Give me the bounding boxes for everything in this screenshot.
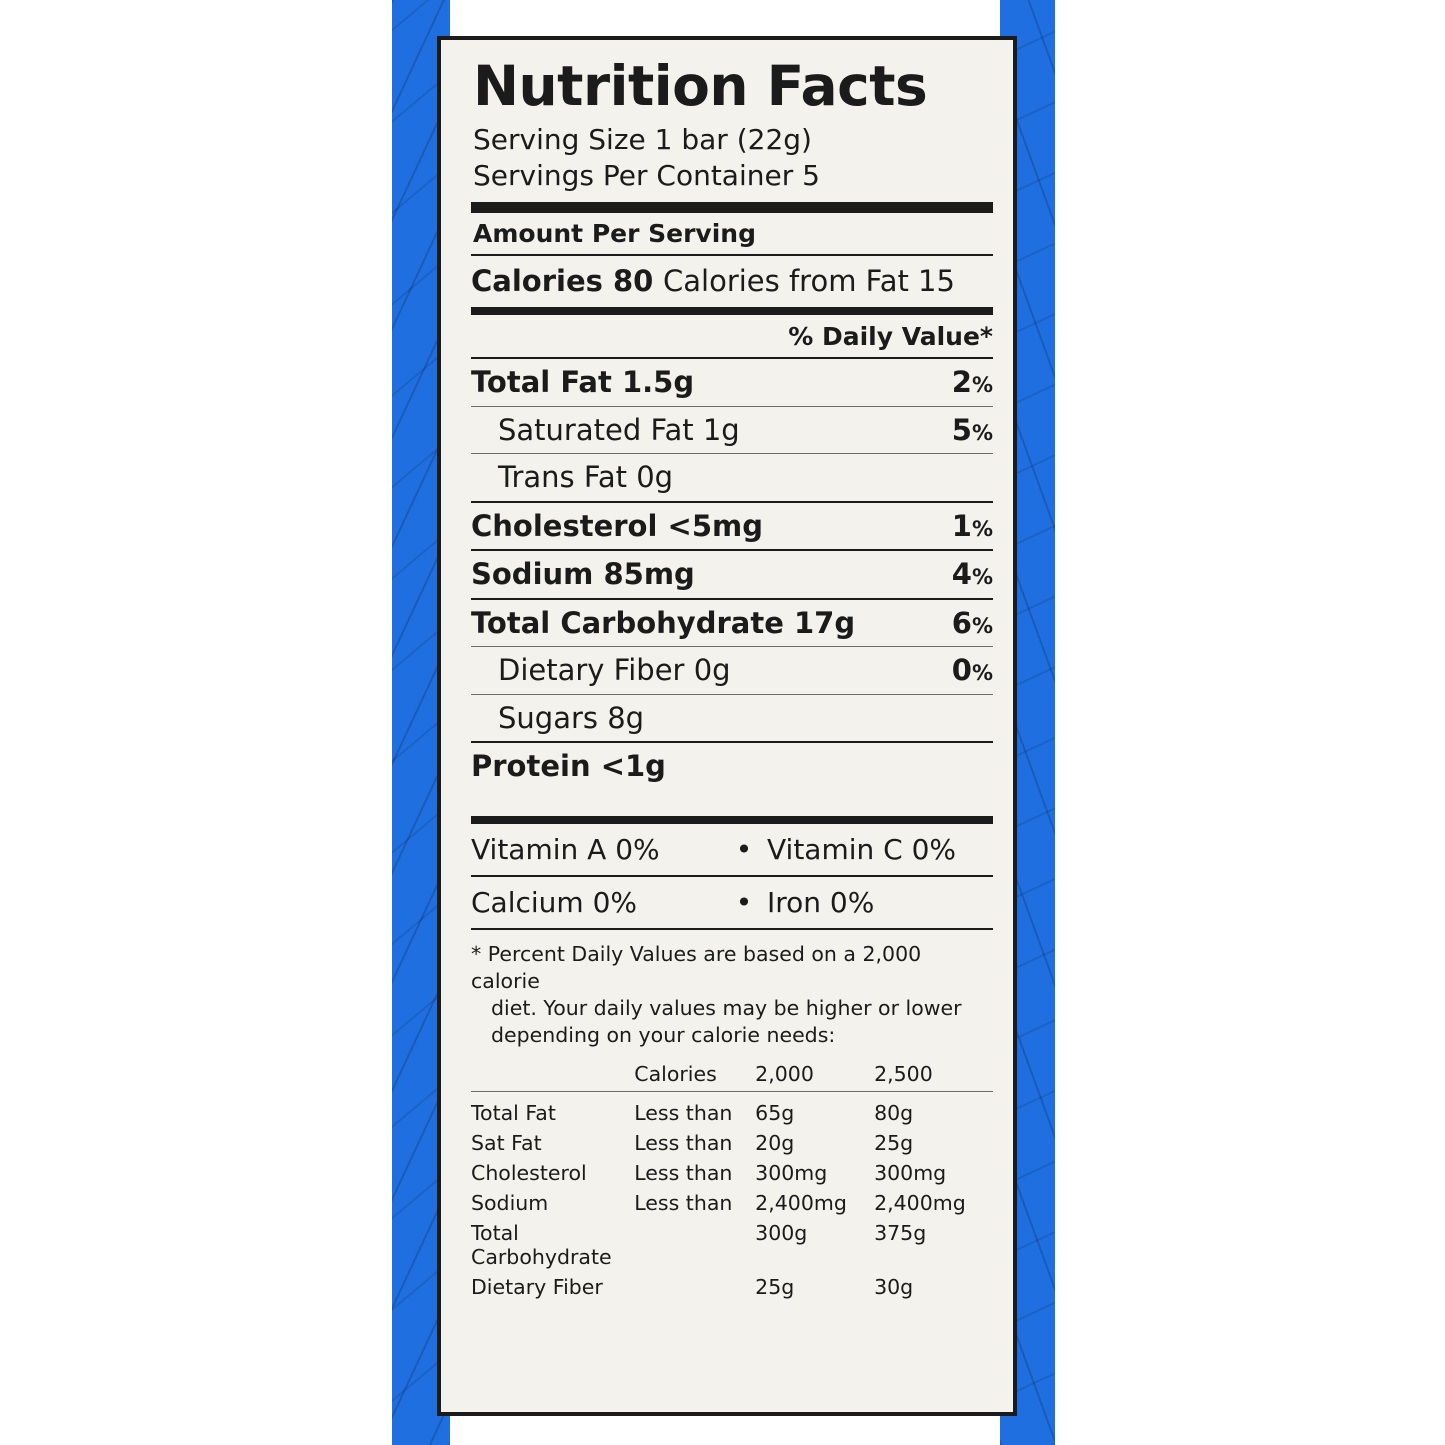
- percent-sign: %: [971, 565, 993, 590]
- nutrient-dv: 4: [951, 557, 972, 592]
- row-value-2000: 25g: [755, 1274, 795, 1299]
- nutrition-facts-title: Nutrition Facts: [473, 54, 928, 118]
- row-label: Sodium: [471, 1190, 549, 1215]
- nutrient-name: Sodium 85mg: [471, 557, 695, 592]
- daily-value-footnote: [471, 930, 993, 1049]
- nutrient-row-sodium: [471, 551, 993, 597]
- row-value-2500: 80g: [874, 1100, 914, 1125]
- nutrient-dv: 1: [951, 508, 972, 543]
- nutrient-name: Protein <1g: [471, 749, 666, 784]
- table-row: [471, 1128, 993, 1158]
- row-label: Cholesterol: [471, 1160, 587, 1185]
- row-less-than: Less than: [634, 1130, 733, 1155]
- nutrient-row-saturated-fat: [471, 407, 993, 453]
- percent-sign: %: [971, 661, 993, 686]
- table-header-2500: 2,500: [874, 1061, 933, 1086]
- divider-below-calories: [471, 307, 993, 315]
- row-value-2500: 30g: [874, 1274, 914, 1299]
- nutrient-dv: 5: [951, 412, 972, 447]
- table-header-row: [471, 1059, 993, 1092]
- footnote-line-2: diet. Your daily values may be higher or lower: [491, 995, 962, 1020]
- table-row: [471, 1158, 993, 1188]
- nutrient-name: Trans Fat 0g: [498, 460, 674, 495]
- nutrient-row-dietary-fiber: [471, 647, 993, 693]
- row-value-2000: 20g: [755, 1130, 795, 1155]
- table-row: [471, 1218, 993, 1272]
- nutrient-dv: 2: [951, 365, 972, 400]
- vitamin-row-a-c: [471, 824, 993, 875]
- row-label: Total Carbohydrate: [471, 1220, 612, 1269]
- row-value-2000: 65g: [755, 1100, 795, 1125]
- row-less-than: Less than: [634, 1190, 733, 1215]
- row-label: Total Fat: [471, 1100, 556, 1125]
- table-row: [471, 1272, 993, 1302]
- table-row: [471, 1188, 993, 1218]
- nutrient-name: Total Fat 1.5g: [471, 365, 695, 400]
- divider-thick-top: [471, 202, 993, 213]
- percent-sign: %: [971, 373, 993, 398]
- nutrient-name: Cholesterol <5mg: [471, 508, 763, 543]
- nutrition-facts-panel: [437, 36, 1017, 1416]
- nutrient-row-cholesterol: [471, 503, 993, 549]
- nutrient-dv: 6: [951, 605, 972, 640]
- serving-size-text: Serving Size 1 bar (22g): [473, 122, 812, 156]
- row-less-than: [634, 1218, 755, 1272]
- nutrient-name: Sugars 8g: [498, 700, 645, 735]
- iron-value: Iron 0%: [767, 885, 875, 919]
- row-value-2500: 2,400mg: [874, 1190, 966, 1215]
- calories-label: Calories 80: [471, 264, 654, 299]
- bullet-separator-icon: •: [735, 885, 753, 919]
- vitamin-row-calcium-iron: [471, 877, 993, 928]
- row-value-2000: 2,400mg: [755, 1190, 847, 1215]
- row-label: Sat Fat: [471, 1130, 542, 1155]
- row-value-2500: 300mg: [874, 1160, 947, 1185]
- vitamin-c-value: Vitamin C 0%: [767, 832, 957, 866]
- calcium-value: Calcium 0%: [471, 885, 638, 919]
- row-value-2000: 300g: [755, 1220, 808, 1245]
- table-header-calories: Calories: [634, 1061, 717, 1086]
- row-label: Dietary Fiber: [471, 1274, 603, 1299]
- percent-sign: %: [971, 420, 993, 445]
- row-less-than: Less than: [634, 1100, 733, 1125]
- bullet-separator-icon: •: [735, 832, 753, 866]
- percent-sign: %: [971, 613, 993, 638]
- nutrient-row-total-carbohydrate: [471, 600, 993, 646]
- nutrient-row-protein: [471, 743, 993, 789]
- row-value-2000: 300mg: [755, 1160, 828, 1185]
- footnote-line-3: depending on your calorie needs:: [491, 1022, 836, 1047]
- row-value-2500: 375g: [874, 1220, 927, 1245]
- nutrient-name: Dietary Fiber 0g: [498, 653, 731, 688]
- divider-above-vitamins: [471, 816, 993, 824]
- servings-per-container-text: Servings Per Container 5: [473, 158, 820, 192]
- calories-row: [471, 256, 993, 307]
- nutrient-row-trans-fat: [471, 454, 993, 500]
- vitamin-a-value: Vitamin A 0%: [471, 832, 660, 866]
- table-row: [471, 1098, 993, 1128]
- row-value-2500: 25g: [874, 1130, 914, 1155]
- percent-sign: %: [971, 516, 993, 541]
- nutrient-row-sugars: [471, 695, 993, 741]
- table-header-blank: [471, 1059, 634, 1092]
- daily-value-reference-table: [471, 1059, 993, 1302]
- nutrient-name: Saturated Fat 1g: [498, 412, 740, 447]
- nutrient-name: Total Carbohydrate 17g: [471, 605, 856, 640]
- row-less-than: Less than: [634, 1160, 733, 1185]
- row-less-than: [634, 1272, 755, 1302]
- nutrient-row-total-fat: [471, 359, 993, 405]
- footnote-line-1: * Percent Daily Values are based on a 2,000 calorie: [471, 941, 922, 993]
- calories-from-fat-label: Calories from Fat 15: [663, 264, 955, 299]
- amount-per-serving-label: Amount Per Serving: [473, 219, 756, 249]
- daily-value-header: % Daily Value*: [788, 322, 993, 352]
- nutrient-dv: 0: [951, 653, 972, 688]
- table-header-2000: 2,000: [755, 1061, 814, 1086]
